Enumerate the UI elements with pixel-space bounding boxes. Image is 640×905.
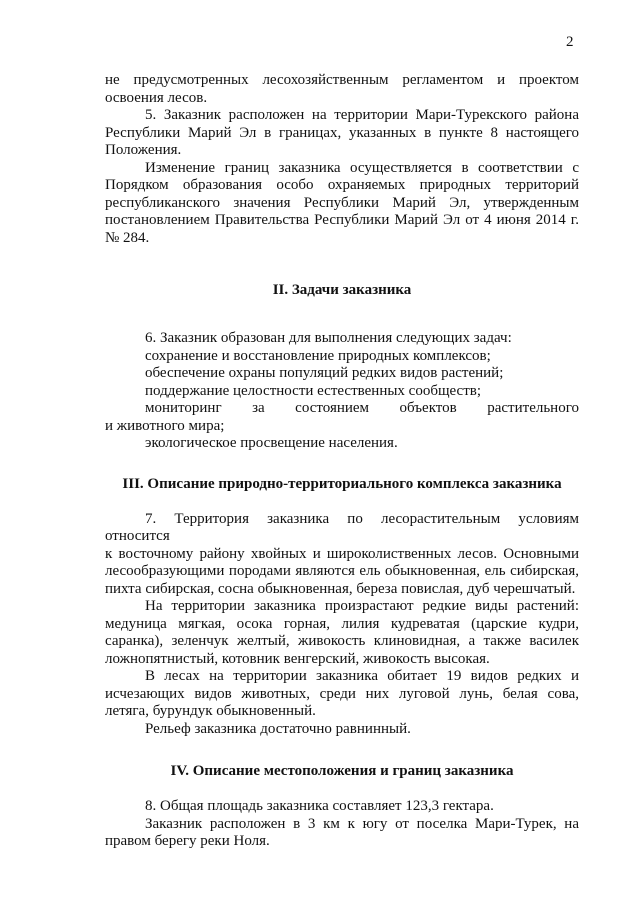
page-number: 2 xyxy=(566,34,574,50)
section-4-heading: IV. Описание местоположения и границ заказника xyxy=(170,763,514,779)
section-3-p1-rest: к восточному району хвойных и широколиственных лесов. Основными лесообразующими породами являются ель обыкновенная, ель сибирская, пихта сибирская, сосна обыкновенная, береза повислая, дуб черешчатый. xyxy=(105,545,579,597)
section-3-p2: На территории заказника произрастают редкие виды растений: медуница мягкая, осока горная, лилия кудреватая (царские кудри, саранка), зеленчук желтый, живокость клиновидная, а также василек ложнопятнистый, котовник венгерский, живокость высокая. xyxy=(105,598,579,667)
task-item-2: обеспечение охраны популяций редких видов растений; xyxy=(145,365,504,381)
task-item-3: поддержание целостности естественных сообществ; xyxy=(145,382,482,399)
intro-paragraph-3: Изменение границ заказника осуществляется в соответствии с Порядком образования особо охраняемых природных территорий республиканского значения Республики Марий Эл, утвержденным постановлением Правительства Республики Марий Эл от 4 июня 2014 г. № 284. xyxy=(105,159,579,246)
section-3-p3: В лесах на территории заказника обитает 19 видов редких и исчезающих видов животных, среди них луговой лунь, белая сова, летяга, бурундук обыкновенный. xyxy=(105,668,579,719)
intro-paragraph-2: 5. Заказник расположен на территории Мари-Турекского района Республики Марий Эл в границах, указанных в пункте 8 настоящего Положения. xyxy=(105,107,579,158)
section-2-intro: 6. Заказник образован для выполнения следующих задач: xyxy=(145,330,512,346)
section-3-heading: III. Описание природно-территориального комплекса заказника xyxy=(122,475,562,492)
section-4-p2: Заказник расположен в 3 км к югу от поселка Мари-Турек, на правом берегу реки Ноля. xyxy=(105,815,579,849)
intro-paragraph-1: не предусмотренных лесохозяйственным регламентом и проектом освоения лесов. xyxy=(105,72,579,106)
section-4-p1: 8. Общая площадь заказника составляет 123,3 гектара. xyxy=(145,798,494,814)
section-3-p1-line2: относится xyxy=(105,528,170,544)
task-item-1: сохранение и восстановление природных комплексов; xyxy=(145,347,491,364)
section-3-p4: Рельеф заказника достаточно равнинный. xyxy=(145,720,411,737)
task-item-monitoring: мониторинг за состоянием объектов растительного xyxy=(145,400,579,416)
task-item-education: экологическое просвещение населения. xyxy=(145,435,398,451)
document-body xyxy=(105,72,579,851)
section-3-p1-line1: 7. Территория заказника по лесорастительным условиям xyxy=(145,510,579,527)
task-item-monitoring-cont: и животного мира; xyxy=(105,417,225,434)
section-2-heading: II. Задачи заказника xyxy=(272,282,412,298)
